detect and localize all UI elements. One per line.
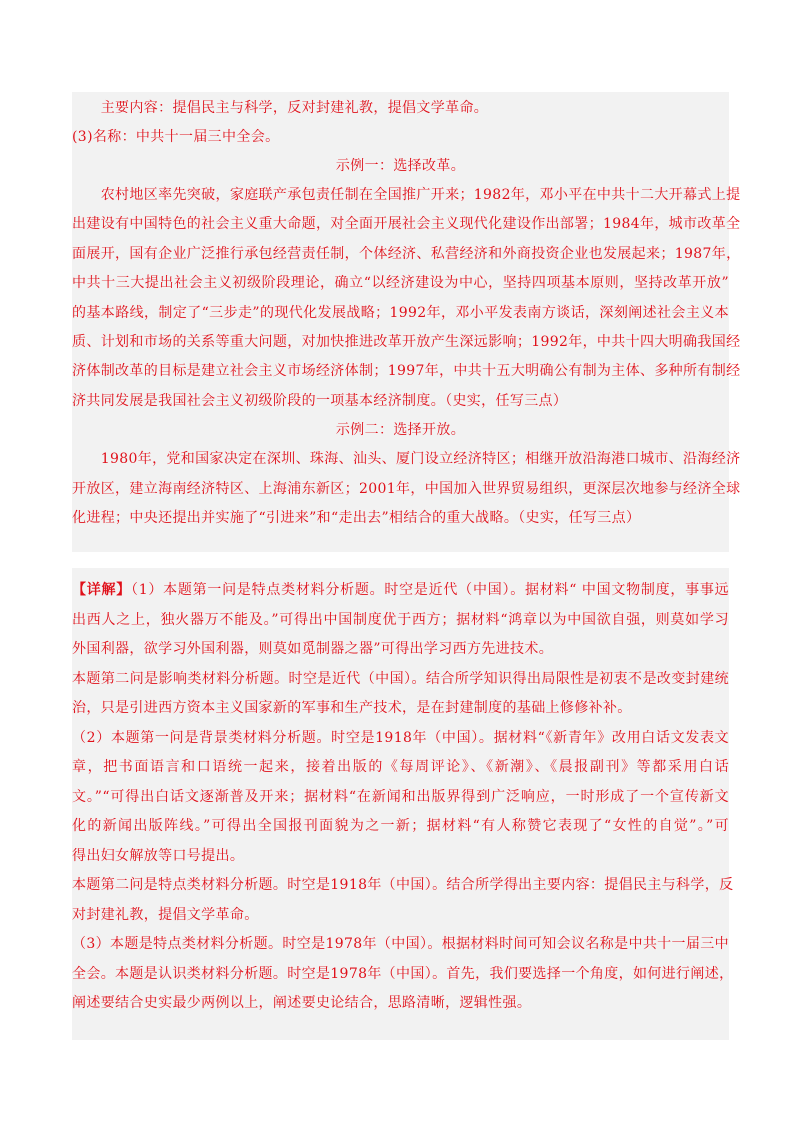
example-one-title: 示例一：选择改革。 <box>335 158 466 174</box>
detail-line: 文。”“可得出白话文逐渐普及开来；据材料“在新闻和出版界得到广泛响应，一时形成了一个宣传新文 <box>72 789 729 805</box>
opening-paragraph-line: 开放区，建立海南经济特区、上海浦东新区；2001年，中国加入世界贸易组织，更深层次地参与经济全球 <box>72 481 741 497</box>
reform-paragraph-line: 济共同发展是我国社会主义初级阶段的一项基本经济制度。（史实，任写三点） <box>72 393 568 409</box>
reform-paragraph-line: 中共十三大提出社会主义初级阶段理论，确立“以经济建设为中心，坚持四项基本原则，坚持改革开放” <box>72 275 729 291</box>
detail-line: 对封建礼教，提倡文学革命。 <box>72 907 259 923</box>
detail-first-line-text: （1）本题第一问是特点类材料分析题。时空是近代（中国）。据材料“ 中国文物制度，事事远 <box>131 582 730 598</box>
example-two-title: 示例二：选择开放。 <box>335 422 466 438</box>
reform-paragraph-line: 出建设有中国特色的社会主义重大命题，对全面开展社会主义现代化建设作出部署；1984年，城市改革全 <box>72 216 741 232</box>
detail-line: 出西人之上，独火器万不能及。”可得出中国制度优于西方；据材料“鸿章以为中国欲自强，则莫如学习 <box>72 612 729 628</box>
detail-line: 阐述要结合史实最少两例以上，阐述要史论结合，思路清晰，逻辑性强。 <box>72 995 532 1011</box>
detail-line: （3）本题是特点类材料分析题。时空是1978年（中国）。根据材料时间可知会议名称是中共十一届三中 <box>72 936 729 952</box>
reform-paragraph-line: 质、计划和市场的关系等重大问题，对加快推进改革开放产生深远影响；1992年，中共十四大明确我国经 <box>72 334 741 350</box>
reform-paragraph-line: 的基本路线，制定了“三步走”的现代化发展战略；1992年，邓小平发表南方谈话，深刻阐述社会主义本 <box>72 305 729 321</box>
main-content-line: 主要内容：提倡民主与科学，反对封建礼教，提倡文学革命。 <box>72 100 489 116</box>
opening-paragraph-line: 1980年，党和国家决定在深圳、珠海、汕头、厦门设立经济特区；相继开放沿海港口城市、沿海经济 <box>72 451 741 467</box>
detail-line: 治，只是引进西方资本主义国家新的军事和生产技术，是在封建制度的基础上修修补补。 <box>72 700 632 716</box>
detail-line: 全会。本题是认识类材料分析题。时空是1978年（中国）。首先，我们要选择一个角度，如何进行阐述， <box>72 966 734 982</box>
name-answer-line: (3)名称：中共十一届三中全会。 <box>72 129 280 145</box>
detail-line: 化的新闻出版阵线。”可得出全国报刊面貌为之一新；据材料“有人称赞它表现了“女性的自觉”。”可 <box>72 818 729 834</box>
detail-line: （2）本题第一问是背景类材料分析题。时空是1918年（中国）。据材料“《新青年》改用白话文发表文 <box>72 730 729 746</box>
opening-paragraph-line: 化进程；中央还提出并实施了“引进来”和“走出去”相结合的重大战略。（史实，任写三点） <box>72 510 641 526</box>
reform-paragraph-line: 面展开，国有企业广泛推行承包经营责任制，个体经济、私营经济和外商投资企业也发展起来；1987年， <box>72 246 741 262</box>
detail-line: 章，把书面语言和口语统一起来，接着出版的《每周评论》、《新潮》、《晨报副刊》等都采用白话 <box>72 759 729 775</box>
detail-line: 本题第二问是特点类材料分析题。时空是1918年（中国）。结合所学得出主要内容：提倡民主与科学，反 <box>72 877 734 893</box>
reform-paragraph-line: 济体制改革的目标是建立社会主义市场经济体制；1997年，中共十五大明确公有制为主体、多种所有制经 <box>72 363 741 379</box>
detail-label: 【详解】 <box>72 582 132 598</box>
reform-paragraph-line: 农村地区率先突破，家庭联产承包责任制在全国推广开来；1982年，邓小平在中共十二大开幕式上提 <box>72 187 741 203</box>
detail-line: 外国利器，欲学习外国利器，则莫如觅制器之器”可得出学习西方先进技术。 <box>72 641 554 657</box>
detail-first-line <box>72 580 729 600</box>
detail-line: 得出妇女解放等口号提出。 <box>72 848 245 864</box>
detail-line: 本题第二问是影响类材料分析题。时空是近代（中国）。结合所学知识得出局限性是初衷不是改变封建统 <box>72 671 729 687</box>
